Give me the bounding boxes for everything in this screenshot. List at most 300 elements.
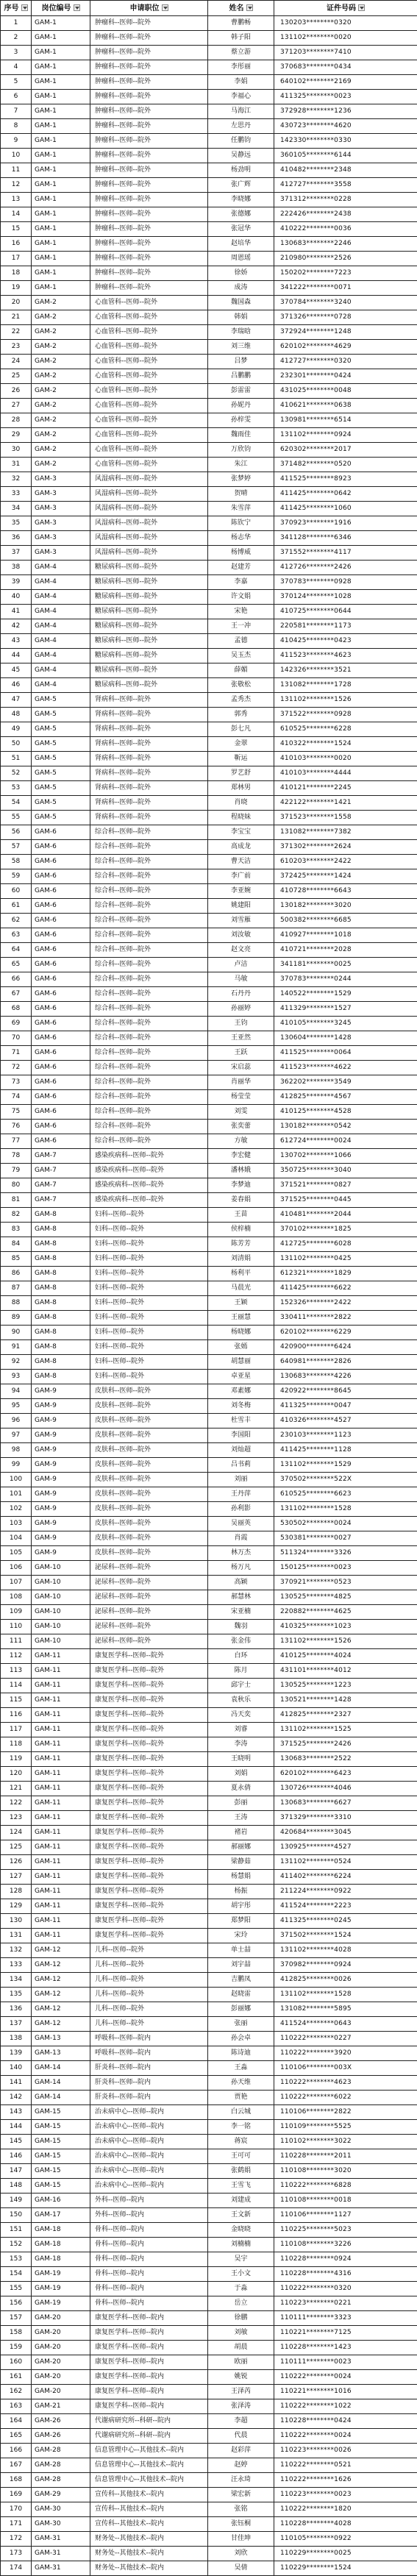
cell-row-index[interactable]: 72	[1, 1061, 32, 1075]
cell-position[interactable]: 妇科--医师--院外	[90, 1311, 208, 1326]
cell-id-number[interactable]: 110228********4028	[274, 2517, 417, 2532]
cell-position[interactable]: 康复医学科--医师--院外	[90, 1679, 208, 1693]
cell-applicant-name[interactable]: 石丹丹	[208, 987, 274, 1002]
cell-row-index[interactable]: 77	[1, 1134, 32, 1149]
cell-post-code[interactable]: GAM-11	[32, 1752, 90, 1767]
cell-row-index[interactable]: 60	[1, 884, 32, 899]
cell-post-code[interactable]: GAM-9	[32, 1473, 90, 1487]
cell-post-code[interactable]: GAM-11	[32, 1767, 90, 1782]
cell-applicant-name[interactable]: 王钧	[208, 1017, 274, 1031]
cell-row-index[interactable]: 21	[1, 310, 32, 325]
cell-row-index[interactable]: 20	[1, 296, 32, 310]
cell-applicant-name[interactable]: 杨振	[208, 1885, 274, 1899]
cell-row-index[interactable]: 10	[1, 149, 32, 163]
cell-id-number[interactable]: 341181********0025	[274, 958, 417, 972]
cell-post-code[interactable]: GAM-11	[32, 1885, 90, 1899]
cell-position[interactable]: 肾病科--医师--院外	[90, 766, 208, 781]
cell-post-code[interactable]: GAM-28	[32, 2473, 90, 2488]
cell-position[interactable]: 综合科--医师--院外	[90, 914, 208, 928]
cell-post-code[interactable]: GAM-28	[32, 2458, 90, 2473]
cell-post-code[interactable]: GAM-2	[32, 340, 90, 355]
cell-row-index[interactable]: 85	[1, 1252, 32, 1267]
cell-post-code[interactable]: GAM-6	[32, 1031, 90, 1046]
cell-applicant-name[interactable]: 刘清娟	[208, 1252, 274, 1267]
cell-position[interactable]: 康复医学科--医师--院外	[90, 1796, 208, 1811]
cell-id-number[interactable]: 410325********1023	[274, 1620, 417, 1634]
cell-post-code[interactable]: GAM-19	[32, 2296, 90, 2311]
cell-row-index[interactable]: 45	[1, 663, 32, 678]
cell-position[interactable]: 肿瘤科--医师--院外	[90, 149, 208, 163]
cell-id-number[interactable]: 140522********1529	[274, 987, 417, 1002]
cell-position[interactable]: 骨科--医师--院内	[90, 2223, 208, 2238]
cell-id-number[interactable]: 410103********4444	[274, 766, 417, 781]
cell-id-number[interactable]: 530381********0027	[274, 1531, 417, 1546]
cell-post-code[interactable]: GAM-15	[32, 2164, 90, 2179]
cell-post-code[interactable]: GAM-1	[32, 193, 90, 207]
cell-position[interactable]: 皮肤科--医师--院外	[90, 1487, 208, 1502]
cell-id-number[interactable]: 110221********7125	[274, 2326, 417, 2341]
cell-applicant-name[interactable]: 高成龙	[208, 840, 274, 855]
cell-position[interactable]: 综合科--医师--院外	[90, 987, 208, 1002]
cell-row-index[interactable]: 42	[1, 619, 32, 634]
cell-id-number[interactable]: 110111********0023	[274, 2355, 417, 2370]
cell-row-index[interactable]: 41	[1, 605, 32, 619]
cell-row-index[interactable]: 147	[1, 2164, 32, 2179]
cell-applicant-name[interactable]: 贺晴	[208, 487, 274, 502]
cell-post-code[interactable]: GAM-28	[32, 2444, 90, 2458]
cell-id-number[interactable]: 150202********7223	[274, 266, 417, 281]
cell-applicant-name[interactable]: 甘佳坤	[208, 2532, 274, 2547]
cell-applicant-name[interactable]: 白环	[208, 1649, 274, 1664]
cell-position[interactable]: 妇科--医师--院外	[90, 1355, 208, 1370]
cell-applicant-name[interactable]: 王丽慧	[208, 1311, 274, 1326]
cell-id-number[interactable]: 110228********0924	[274, 2252, 417, 2267]
cell-id-number[interactable]: 620102********6423	[274, 1767, 417, 1782]
cell-applicant-name[interactable]: 朱雪萍	[208, 502, 274, 516]
cell-applicant-name[interactable]: 任鹏钧	[208, 134, 274, 149]
cell-id-number[interactable]: 412725********6028	[274, 1237, 417, 1252]
cell-position[interactable]: 综合科--医师--院外	[90, 1031, 208, 1046]
cell-position[interactable]: 信息管理中心--其他技术--院内	[90, 2473, 208, 2488]
cell-id-number[interactable]: 412825********2327	[274, 1708, 417, 1723]
cell-position[interactable]: 儿科--医师--院外	[90, 1943, 208, 1958]
cell-position[interactable]: 心血管科--医师--院外	[90, 310, 208, 325]
cell-position[interactable]: 糖尿病科--医师--院外	[90, 663, 208, 678]
cell-post-code[interactable]: GAM-20	[32, 2341, 90, 2355]
cell-position[interactable]: 财务处--其他技术--院内	[90, 2561, 208, 2576]
cell-position[interactable]: 儿科--医师--院外	[90, 1958, 208, 1973]
cell-id-number[interactable]: 370982********0924	[274, 1958, 417, 1973]
cell-row-index[interactable]: 109	[1, 1605, 32, 1620]
cell-applicant-name[interactable]: 成涛	[208, 281, 274, 296]
cell-position[interactable]: 肝炎科--医师--院内	[90, 2061, 208, 2076]
cell-row-index[interactable]: 80	[1, 1178, 32, 1193]
cell-id-number[interactable]: 142326********3521	[274, 663, 417, 678]
cell-applicant-name[interactable]: 朱江	[208, 458, 274, 472]
cell-post-code[interactable]: GAM-9	[32, 1399, 90, 1414]
cell-row-index[interactable]: 111	[1, 1634, 32, 1649]
filter-dropdown-icon[interactable]	[358, 4, 365, 11]
cell-applicant-name[interactable]: 赵建芳	[208, 561, 274, 575]
cell-row-index[interactable]: 94	[1, 1384, 32, 1399]
cell-row-index[interactable]: 139	[1, 2046, 32, 2061]
cell-row-index[interactable]: 81	[1, 1193, 32, 1208]
cell-id-number[interactable]: 410326********4527	[274, 1414, 417, 1428]
cell-post-code[interactable]: GAM-7	[32, 1193, 90, 1208]
cell-id-number[interactable]: 131102********0020	[274, 31, 417, 46]
cell-position[interactable]: 肾病科--医师--院外	[90, 811, 208, 825]
cell-id-number[interactable]: 110108********3226	[274, 2238, 417, 2252]
cell-applicant-name[interactable]: 袁秋乐	[208, 1693, 274, 1708]
header-cell-name[interactable]	[208, 1, 274, 16]
cell-id-number[interactable]: 411402********6224	[274, 1870, 417, 1885]
cell-position[interactable]: 感染疾病科--医师--院外	[90, 1149, 208, 1164]
cell-applicant-name[interactable]: 褚岩	[208, 1826, 274, 1840]
cell-row-index[interactable]: 2	[1, 31, 32, 46]
cell-id-number[interactable]: 110106********2822	[274, 2105, 417, 2120]
cell-post-code[interactable]: GAM-4	[32, 649, 90, 663]
cell-applicant-name[interactable]: 王一冲	[208, 619, 274, 634]
cell-position[interactable]: 信息管理中心--其他技术--院内	[90, 2458, 208, 2473]
cell-applicant-name[interactable]: 刘宇喆	[208, 1958, 274, 1973]
cell-id-number[interactable]: 131082********5895	[274, 2002, 417, 2017]
cell-position[interactable]: 儿科--医师--院外	[90, 1973, 208, 1988]
cell-applicant-name[interactable]: 孙会卓	[208, 2032, 274, 2046]
cell-position[interactable]: 外科--医师--院内	[90, 2208, 208, 2223]
cell-post-code[interactable]: GAM-8	[32, 1267, 90, 1281]
cell-post-code[interactable]: GAM-11	[32, 1796, 90, 1811]
cell-id-number[interactable]: 130182********0542	[274, 1120, 417, 1134]
cell-id-number[interactable]: 411325********0023	[274, 90, 417, 104]
cell-row-index[interactable]: 47	[1, 693, 32, 708]
cell-position[interactable]: 皮肤科--医师--院外	[90, 1384, 208, 1399]
cell-position[interactable]: 治未病中心--医师--院内	[90, 2164, 208, 2179]
cell-post-code[interactable]: GAM-6	[32, 972, 90, 987]
cell-applicant-name[interactable]: 彭雷雷	[208, 384, 274, 399]
cell-post-code[interactable]: GAM-2	[32, 413, 90, 428]
cell-position[interactable]: 信息管理中心--其他技术--院内	[90, 2444, 208, 2458]
cell-post-code[interactable]: GAM-2	[32, 384, 90, 399]
cell-post-code[interactable]: GAM-11	[32, 1782, 90, 1796]
cell-post-code[interactable]: GAM-4	[32, 605, 90, 619]
cell-row-index[interactable]: 38	[1, 561, 32, 575]
cell-post-code[interactable]: GAM-1	[32, 266, 90, 281]
cell-id-number[interactable]: 131102********1528	[274, 1502, 417, 1517]
cell-row-index[interactable]: 136	[1, 2002, 32, 2017]
header-cell-post-code[interactable]	[32, 1, 90, 16]
cell-applicant-name[interactable]: 贾艳	[208, 2091, 274, 2105]
cell-position[interactable]: 泌尿科--医师--院外	[90, 1605, 208, 1620]
cell-applicant-name[interactable]: 张奕蕾	[208, 1120, 274, 1134]
cell-position[interactable]: 皮肤科--医师--院外	[90, 1502, 208, 1517]
cell-post-code[interactable]: GAM-6	[32, 1134, 90, 1149]
cell-row-index[interactable]: 131	[1, 1929, 32, 1943]
cell-post-code[interactable]: GAM-8	[32, 1252, 90, 1267]
cell-post-code[interactable]: GAM-1	[32, 16, 90, 31]
cell-id-number[interactable]: 110111********3323	[274, 2311, 417, 2326]
cell-id-number[interactable]: 110102********3022	[274, 2135, 417, 2149]
cell-id-number[interactable]: 130683********2522	[274, 1752, 417, 1767]
cell-position[interactable]: 皮肤科--医师--院外	[90, 1399, 208, 1414]
cell-row-index[interactable]: 87	[1, 1281, 32, 1296]
cell-applicant-name[interactable]: 王颖	[208, 1296, 274, 1311]
cell-position[interactable]: 心血管科--医师--院外	[90, 443, 208, 458]
cell-applicant-name[interactable]: 王泽芮	[208, 2385, 274, 2399]
cell-row-index[interactable]: 166	[1, 2444, 32, 2458]
cell-position[interactable]: 治未病中心--医师--院内	[90, 2179, 208, 2193]
cell-position[interactable]: 肾病科--医师--院外	[90, 693, 208, 708]
cell-id-number[interactable]: 130702********1066	[274, 1149, 417, 1164]
cell-id-number[interactable]: 210980********2526	[274, 252, 417, 266]
cell-post-code[interactable]: GAM-9	[32, 1531, 90, 1546]
cell-id-number[interactable]: 371521********0827	[274, 1178, 417, 1193]
cell-position[interactable]: 妇科--医师--院外	[90, 1252, 208, 1267]
cell-id-number[interactable]: 220882********4625	[274, 1605, 417, 1620]
cell-applicant-name[interactable]: 单士喆	[208, 1943, 274, 1958]
cell-id-number[interactable]: 530502********0024	[274, 1517, 417, 1531]
cell-position[interactable]: 心血管科--医师--院外	[90, 413, 208, 428]
cell-post-code[interactable]: GAM-18	[32, 2223, 90, 2238]
cell-position[interactable]: 综合科--医师--院外	[90, 855, 208, 869]
cell-row-index[interactable]: 92	[1, 1355, 32, 1370]
cell-row-index[interactable]: 23	[1, 340, 32, 355]
cell-position[interactable]: 综合科--医师--院外	[90, 825, 208, 840]
cell-post-code[interactable]: GAM-12	[32, 1958, 90, 1973]
cell-id-number[interactable]: 620102********6229	[274, 1326, 417, 1340]
cell-position[interactable]: 综合科--医师--院外	[90, 1120, 208, 1134]
cell-row-index[interactable]: 67	[1, 987, 32, 1002]
cell-id-number[interactable]: 110228********4316	[274, 2267, 417, 2282]
cell-row-index[interactable]: 115	[1, 1693, 32, 1708]
cell-applicant-name[interactable]: 李宏健	[208, 1149, 274, 1164]
cell-post-code[interactable]: GAM-30	[32, 2502, 90, 2517]
cell-applicant-name[interactable]: 刘建成	[208, 2193, 274, 2208]
cell-id-number[interactable]: 640102********2169	[274, 75, 417, 90]
cell-row-index[interactable]: 49	[1, 722, 32, 737]
cell-post-code[interactable]: GAM-5	[32, 737, 90, 752]
cell-position[interactable]: 康复医学科--医师--院外	[90, 1782, 208, 1796]
cell-post-code[interactable]: GAM-4	[32, 575, 90, 590]
cell-applicant-name[interactable]: 郝丽娜	[208, 1840, 274, 1855]
cell-applicant-name[interactable]: 卓亚星	[208, 1370, 274, 1384]
cell-row-index[interactable]: 5	[1, 75, 32, 90]
cell-row-index[interactable]: 162	[1, 2385, 32, 2399]
cell-applicant-name[interactable]: 杜雪丰	[208, 1414, 274, 1428]
cell-position[interactable]: 糖尿病科--医师--院外	[90, 619, 208, 634]
cell-applicant-name[interactable]: 刘汝敏	[208, 928, 274, 943]
cell-post-code[interactable]: GAM-10	[32, 1561, 90, 1576]
cell-id-number[interactable]: 370683********0434	[274, 60, 417, 75]
cell-position[interactable]: 康复医学科--医师--院外	[90, 1885, 208, 1899]
cell-id-number[interactable]: 110222********1022	[274, 2399, 417, 2414]
cell-position[interactable]: 感染疾病科--医师--院外	[90, 1193, 208, 1208]
cell-id-number[interactable]: 110222********0227	[274, 2032, 417, 2046]
cell-id-number[interactable]: 410125********4024	[274, 1649, 417, 1664]
cell-post-code[interactable]: GAM-20	[32, 2370, 90, 2385]
cell-position[interactable]: 皮肤科--医师--院外	[90, 1443, 208, 1458]
cell-applicant-name[interactable]: 王丹萍	[208, 1487, 274, 1502]
cell-post-code[interactable]: GAM-17	[32, 2208, 90, 2223]
cell-id-number[interactable]: 220581********1173	[274, 619, 417, 634]
cell-row-index[interactable]: 114	[1, 1679, 32, 1693]
cell-applicant-name[interactable]: 孙妮丹	[208, 399, 274, 413]
cell-id-number[interactable]: 410322********1524	[274, 737, 417, 752]
cell-row-index[interactable]: 7	[1, 104, 32, 119]
cell-id-number[interactable]: 330411********2822	[274, 1311, 417, 1326]
cell-position[interactable]: 肿瘤科--医师--院外	[90, 46, 208, 60]
filter-dropdown-icon[interactable]	[246, 4, 253, 11]
cell-id-number[interactable]: 411523********4622	[274, 1061, 417, 1075]
cell-id-number[interactable]: 411425********1060	[274, 502, 417, 516]
cell-position[interactable]: 康复医学科--医师--院内	[90, 2355, 208, 2370]
cell-position[interactable]: 肿瘤科--医师--院外	[90, 222, 208, 237]
cell-id-number[interactable]: 371203********7410	[274, 46, 417, 60]
cell-id-number[interactable]: 130981********6514	[274, 413, 417, 428]
cell-post-code[interactable]: GAM-5	[32, 766, 90, 781]
cell-applicant-name[interactable]: 马敏	[208, 972, 274, 987]
cell-position[interactable]: 皮肤科--医师--院外	[90, 1458, 208, 1473]
cell-row-index[interactable]: 24	[1, 355, 32, 369]
cell-row-index[interactable]: 146	[1, 2149, 32, 2164]
cell-row-index[interactable]: 156	[1, 2296, 32, 2311]
cell-position[interactable]: 骨科--医师--院内	[90, 2267, 208, 2282]
cell-position[interactable]: 康复医学科--医师--院外	[90, 1752, 208, 1767]
cell-applicant-name[interactable]: 岳立	[208, 2296, 274, 2311]
cell-row-index[interactable]: 112	[1, 1649, 32, 1664]
cell-id-number[interactable]: 372924********1248	[274, 325, 417, 340]
cell-row-index[interactable]: 58	[1, 855, 32, 869]
cell-post-code[interactable]: GAM-1	[32, 281, 90, 296]
cell-applicant-name[interactable]: 杨万凡	[208, 1561, 274, 1576]
cell-post-code[interactable]: GAM-31	[32, 2561, 90, 2576]
cell-position[interactable]: 康复医学科--医师--院外	[90, 1870, 208, 1885]
cell-post-code[interactable]: GAM-6	[32, 1002, 90, 1017]
cell-position[interactable]: 妇科--医师--院外	[90, 1281, 208, 1296]
cell-id-number[interactable]: 131102********4028	[274, 1943, 417, 1958]
cell-id-number[interactable]: 130925********4527	[274, 1840, 417, 1855]
cell-post-code[interactable]: GAM-6	[32, 943, 90, 958]
cell-id-number[interactable]: 370502********522X	[274, 1473, 417, 1487]
header-cell-position[interactable]	[90, 1, 208, 16]
cell-post-code[interactable]: GAM-1	[32, 163, 90, 178]
cell-post-code[interactable]: GAM-2	[32, 355, 90, 369]
cell-post-code[interactable]: GAM-13	[32, 2046, 90, 2061]
cell-position[interactable]: 呼吸科--医师--院内	[90, 2032, 208, 2046]
cell-row-index[interactable]: 56	[1, 825, 32, 840]
cell-row-index[interactable]: 171	[1, 2517, 32, 2532]
cell-position[interactable]: 皮肤科--医师--院外	[90, 1531, 208, 1546]
cell-applicant-name[interactable]: 彭丽	[208, 1796, 274, 1811]
cell-position[interactable]: 综合科--医师--院外	[90, 899, 208, 914]
cell-id-number[interactable]: 110222********0024	[274, 2429, 417, 2444]
cell-id-number[interactable]: 131102********1526	[274, 693, 417, 708]
cell-post-code[interactable]: GAM-11	[32, 1723, 90, 1737]
cell-position[interactable]: 风湿病科--医师--院外	[90, 531, 208, 546]
cell-post-code[interactable]: GAM-6	[32, 1046, 90, 1061]
cell-position[interactable]: 综合科--医师--院外	[90, 1134, 208, 1149]
cell-position[interactable]: 心血管科--医师--院外	[90, 458, 208, 472]
cell-id-number[interactable]: 370923********1916	[274, 516, 417, 531]
cell-position[interactable]: 肿瘤科--医师--院外	[90, 237, 208, 252]
cell-post-code[interactable]: GAM-1	[32, 104, 90, 119]
cell-id-number[interactable]: 150125********0023	[274, 1561, 417, 1576]
cell-position[interactable]: 外科--医师--院内	[90, 2193, 208, 2208]
cell-id-number[interactable]: 420684********3045	[274, 1826, 417, 1840]
cell-position[interactable]: 皮肤科--医师--院外	[90, 1414, 208, 1428]
cell-row-index[interactable]: 167	[1, 2458, 32, 2473]
cell-applicant-name[interactable]: 孙利影	[208, 1502, 274, 1517]
cell-position[interactable]: 肿瘤科--医师--院外	[90, 31, 208, 46]
cell-applicant-name[interactable]: 罗艺舒	[208, 766, 274, 781]
cell-post-code[interactable]: GAM-2	[32, 369, 90, 384]
cell-position[interactable]: 心血管科--医师--院外	[90, 384, 208, 399]
cell-id-number[interactable]: 410125********4528	[274, 1105, 417, 1120]
cell-position[interactable]: 康复医学科--医师--院外	[90, 1855, 208, 1870]
cell-row-index[interactable]: 174	[1, 2561, 32, 2576]
cell-applicant-name[interactable]: 宋启蕊	[208, 1061, 274, 1075]
cell-row-index[interactable]: 71	[1, 1046, 32, 1061]
cell-post-code[interactable]: GAM-2	[32, 310, 90, 325]
cell-position[interactable]: 妇科--医师--院外	[90, 1223, 208, 1237]
cell-id-number[interactable]: 410121********2245	[274, 781, 417, 796]
cell-position[interactable]: 感染疾病科--医师--院外	[90, 1164, 208, 1178]
cell-position[interactable]: 骨科--医师--院内	[90, 2238, 208, 2252]
cell-post-code[interactable]: GAM-8	[32, 1370, 90, 1384]
cell-row-index[interactable]: 29	[1, 428, 32, 443]
cell-id-number[interactable]: 130203********0320	[274, 16, 417, 31]
cell-post-code[interactable]: GAM-1	[32, 252, 90, 266]
cell-row-index[interactable]: 17	[1, 252, 32, 266]
cell-applicant-name[interactable]: 李娟	[208, 75, 274, 90]
cell-position[interactable]: 肿瘤科--医师--院外	[90, 281, 208, 296]
cell-row-index[interactable]: 19	[1, 281, 32, 296]
cell-position[interactable]: 综合科--医师--院外	[90, 928, 208, 943]
cell-row-index[interactable]: 50	[1, 737, 32, 752]
cell-applicant-name[interactable]: 徐娇	[208, 266, 274, 281]
cell-row-index[interactable]: 76	[1, 1120, 32, 1134]
cell-id-number[interactable]: 110222********6022	[274, 2091, 417, 2105]
cell-post-code[interactable]: GAM-18	[32, 2252, 90, 2267]
cell-position[interactable]: 肿瘤科--医师--院外	[90, 16, 208, 31]
cell-position[interactable]: 康复医学科--医师--院外	[90, 1826, 208, 1840]
cell-row-index[interactable]: 149	[1, 2193, 32, 2208]
cell-id-number[interactable]: 612724********0024	[274, 1134, 417, 1149]
cell-row-index[interactable]: 32	[1, 472, 32, 487]
cell-applicant-name[interactable]: 彭七凡	[208, 722, 274, 737]
cell-post-code[interactable]: GAM-15	[32, 2179, 90, 2193]
cell-applicant-name[interactable]: 杨利平	[208, 1267, 274, 1281]
cell-row-index[interactable]: 154	[1, 2267, 32, 2282]
cell-id-number[interactable]: 110108********0018	[274, 2193, 417, 2208]
cell-position[interactable]: 肿瘤科--医师--院外	[90, 207, 208, 222]
cell-row-index[interactable]: 132	[1, 1943, 32, 1958]
cell-post-code[interactable]: GAM-11	[32, 1811, 90, 1826]
cell-post-code[interactable]: GAM-2	[32, 443, 90, 458]
cell-post-code[interactable]: GAM-1	[32, 237, 90, 252]
cell-applicant-name[interactable]: 刘灿超	[208, 1443, 274, 1458]
cell-applicant-name[interactable]: 蔡立游	[208, 46, 274, 60]
cell-id-number[interactable]: 410621********0638	[274, 399, 417, 413]
cell-id-number[interactable]: 640981********2826	[274, 1355, 417, 1370]
cell-post-code[interactable]: GAM-20	[32, 2326, 90, 2341]
cell-row-index[interactable]: 134	[1, 1973, 32, 1988]
cell-post-code[interactable]: GAM-8	[32, 1340, 90, 1355]
cell-post-code[interactable]: GAM-6	[32, 855, 90, 869]
cell-applicant-name[interactable]: 梁宏新	[208, 2488, 274, 2502]
cell-row-index[interactable]: 43	[1, 634, 32, 649]
cell-row-index[interactable]: 51	[1, 752, 32, 766]
cell-post-code[interactable]: GAM-6	[32, 899, 90, 914]
